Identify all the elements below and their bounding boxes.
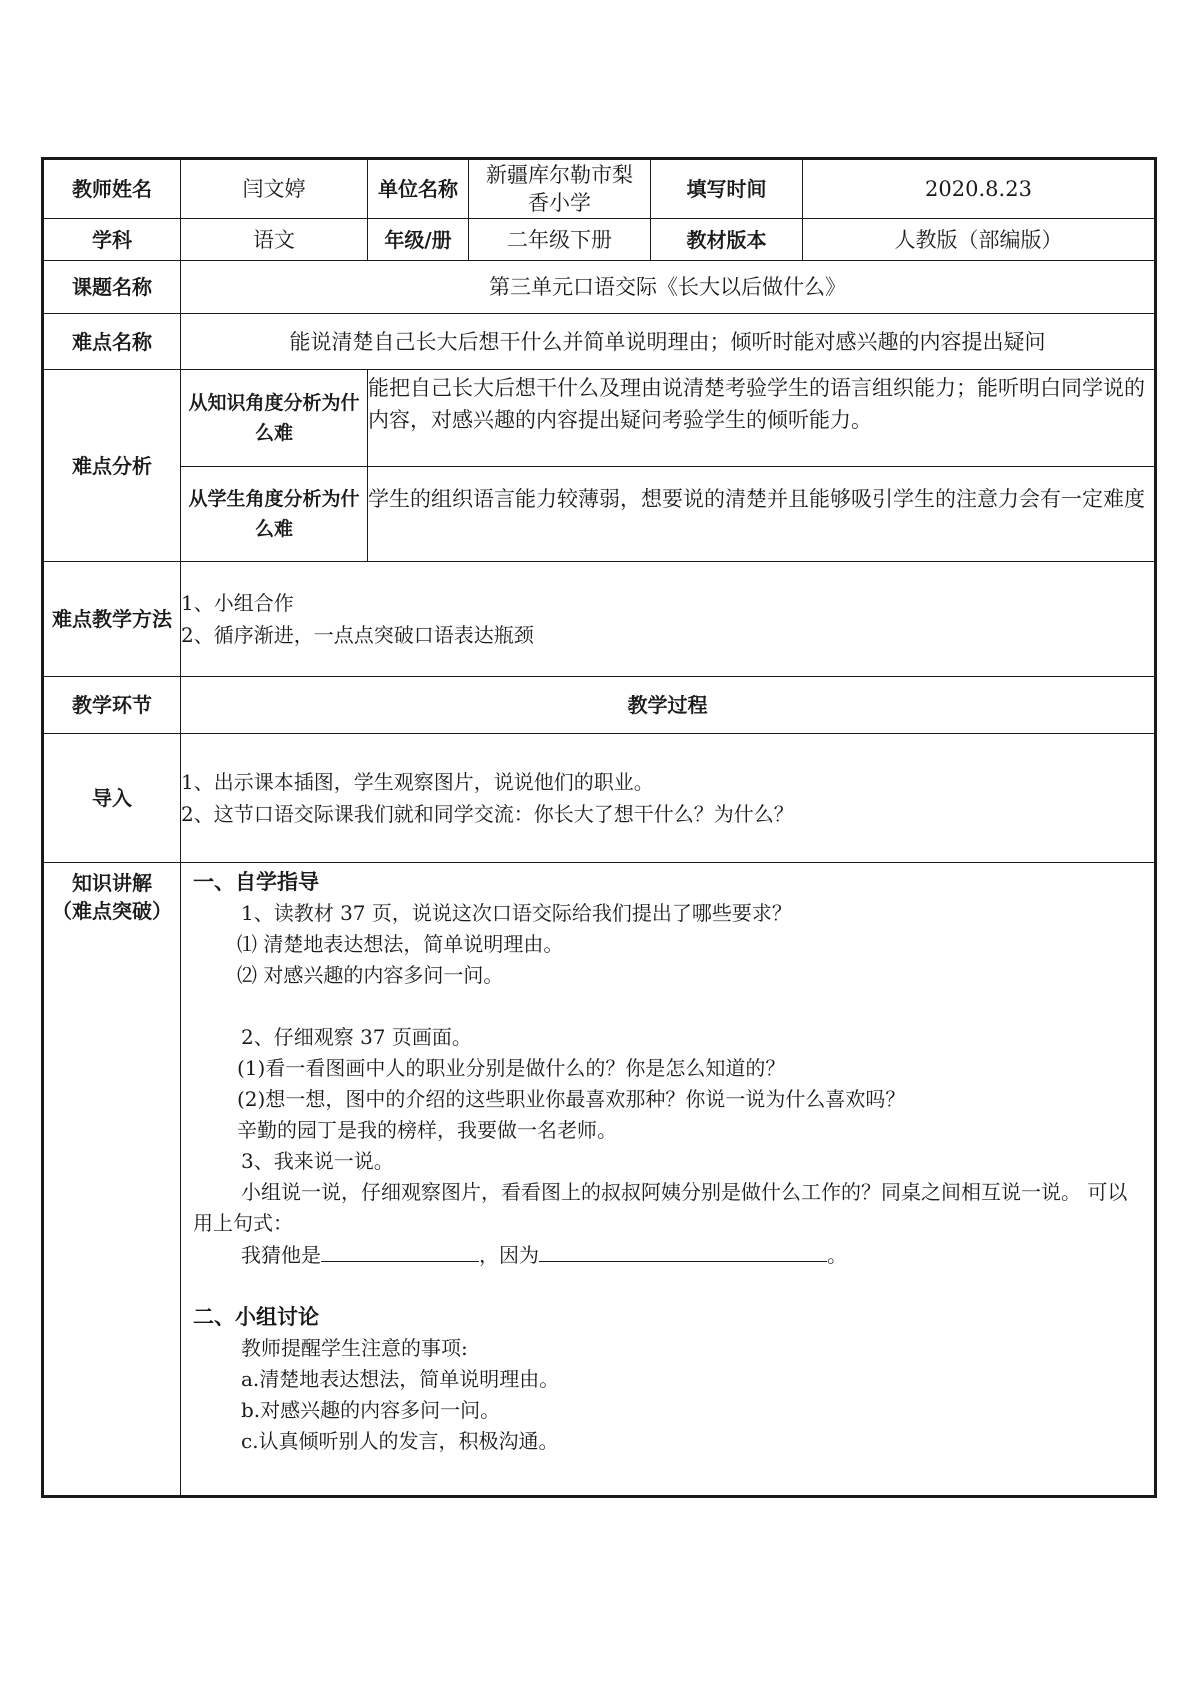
unit-value-line1: 新疆库尔勒市梨	[486, 163, 633, 187]
grade-label: 年级/册	[368, 219, 469, 261]
lesson-plan-table	[41, 157, 1157, 1498]
methods-label: 难点教学方法	[43, 562, 181, 677]
row-teacher	[43, 159, 1156, 219]
s2-item-a: a.清楚地表达想法，简单说明理由。	[241, 1367, 560, 1391]
analysis-label: 难点分析	[43, 370, 181, 562]
grade-value: 二年级下册	[469, 219, 651, 261]
s1-item1-b: ⑵ 对感兴趣的内容多问一问。	[237, 963, 504, 987]
pattern-mid: ，因为	[479, 1243, 539, 1267]
teacher-label: 教师姓名	[43, 159, 181, 219]
difficulty-value: 能说清楚自己长大后想干什么并简单说明理由；倾听时能对感兴趣的内容提出疑问	[181, 314, 1156, 370]
s1-item2-c: 辛勤的园丁是我的榜样，我要做一名老师。	[237, 1118, 617, 1142]
row-topic	[43, 261, 1156, 314]
methods-item: 2、循序渐进，一点点突破口语表达瓶颈	[181, 623, 534, 647]
topic-label: 课题名称	[43, 261, 181, 314]
stage-header-label: 教学环节	[43, 677, 181, 734]
knowledge-label-line1: 知识讲解	[72, 871, 152, 895]
edition-value: 人教版（部编版）	[803, 219, 1156, 261]
unit-value	[469, 159, 651, 219]
s1-item2-a: (1)看一看图画中人的职业分别是做什么的？你是怎么知道的？	[237, 1056, 786, 1080]
process-header-label: 教学过程	[181, 677, 1156, 734]
s2-item-b: b.对感兴趣的内容多问一问。	[241, 1398, 501, 1422]
row-difficulty	[43, 314, 1156, 370]
knowledge-content	[181, 863, 1156, 1497]
row-methods	[43, 562, 1156, 677]
student-angle-label: 从学生角度分析为什么难	[181, 467, 368, 562]
intro-list	[181, 734, 1156, 863]
s1-item2: 2、仔细观察 37 页画面。	[241, 1025, 472, 1049]
sentence-pattern	[193, 1239, 1144, 1271]
teacher-value: 闫文婷	[181, 159, 368, 219]
knowledge-angle-label: 从知识角度分析为什么难	[181, 370, 368, 467]
s1-item1-a: ⑴ 清楚地表达想法，简单说明理由。	[237, 932, 564, 956]
row-analysis-knowledge	[43, 370, 1156, 467]
row-intro	[43, 734, 1156, 863]
subject-value: 语文	[181, 219, 368, 261]
row-analysis-student	[43, 467, 1156, 562]
intro-item: 2、这节口语交际课我们就和同学交流：你长大了想干什么？为什么？	[181, 802, 794, 826]
intro-label: 导入	[43, 734, 181, 863]
pattern-prefix: 我猜他是	[241, 1243, 321, 1267]
date-label: 填写时间	[651, 159, 803, 219]
s1-item1: 1、读教材 37 页，说说这次口语交际给我们提出了哪些要求？	[241, 901, 792, 925]
intro-item: 1、出示课本插图，学生观察图片，说说他们的职业。	[181, 770, 654, 794]
section1-title: 一、自学指导	[193, 870, 319, 894]
s2-intro: 教师提醒学生注意的事项:	[241, 1336, 468, 1360]
date-value: 2020.8.23	[803, 159, 1156, 219]
unit-label: 单位名称	[368, 159, 469, 219]
topic-value: 第三单元口语交际《长大以后做什么》	[181, 261, 1156, 314]
section2-title: 二、小组讨论	[193, 1305, 319, 1329]
s1-item3-text: 小组说一说，仔细观察图片，看看图上的叔叔阿姨分别是做什么工作的？同桌之间相互说一说。 可以用上句式：	[193, 1180, 1128, 1235]
methods-item: 1、小组合作	[181, 591, 294, 615]
edition-label: 教材版本	[651, 219, 803, 261]
spacer	[193, 991, 1144, 1022]
pattern-blank-1	[321, 1239, 479, 1262]
lesson-plan-sheet	[41, 157, 1154, 1502]
spacer	[193, 1271, 1144, 1302]
pattern-end: 。	[827, 1243, 847, 1267]
student-angle-text: 学生的组织语言能力较薄弱，想要说的清楚并且能够吸引学生的注意力会有一定难度	[368, 467, 1156, 562]
knowledge-label-line2: （难点突破）	[52, 899, 172, 923]
difficulty-label: 难点名称	[43, 314, 181, 370]
s1-item3: 3、我来说一说。	[241, 1149, 394, 1173]
subject-label: 学科	[43, 219, 181, 261]
methods-list	[181, 562, 1156, 677]
s1-item2-b: (2)想一想，图中的介绍的这些职业你最喜欢那种？你说一说为什么喜欢吗？	[237, 1087, 906, 1111]
row-subject	[43, 219, 1156, 261]
s2-item-c: c.认真倾听别人的发言，积极沟通。	[241, 1429, 559, 1453]
knowledge-label	[43, 863, 181, 1497]
knowledge-angle-text: 能把自己长大后想干什么及理由说清楚考验学生的语言组织能力；能听明白同学说的内容，对感兴趣的内容提出疑问考验学生的倾听能力。	[368, 370, 1156, 467]
unit-value-line2: 香小学	[528, 191, 591, 215]
pattern-blank-2	[539, 1239, 827, 1262]
row-process-header	[43, 677, 1156, 734]
row-knowledge	[43, 863, 1156, 1497]
